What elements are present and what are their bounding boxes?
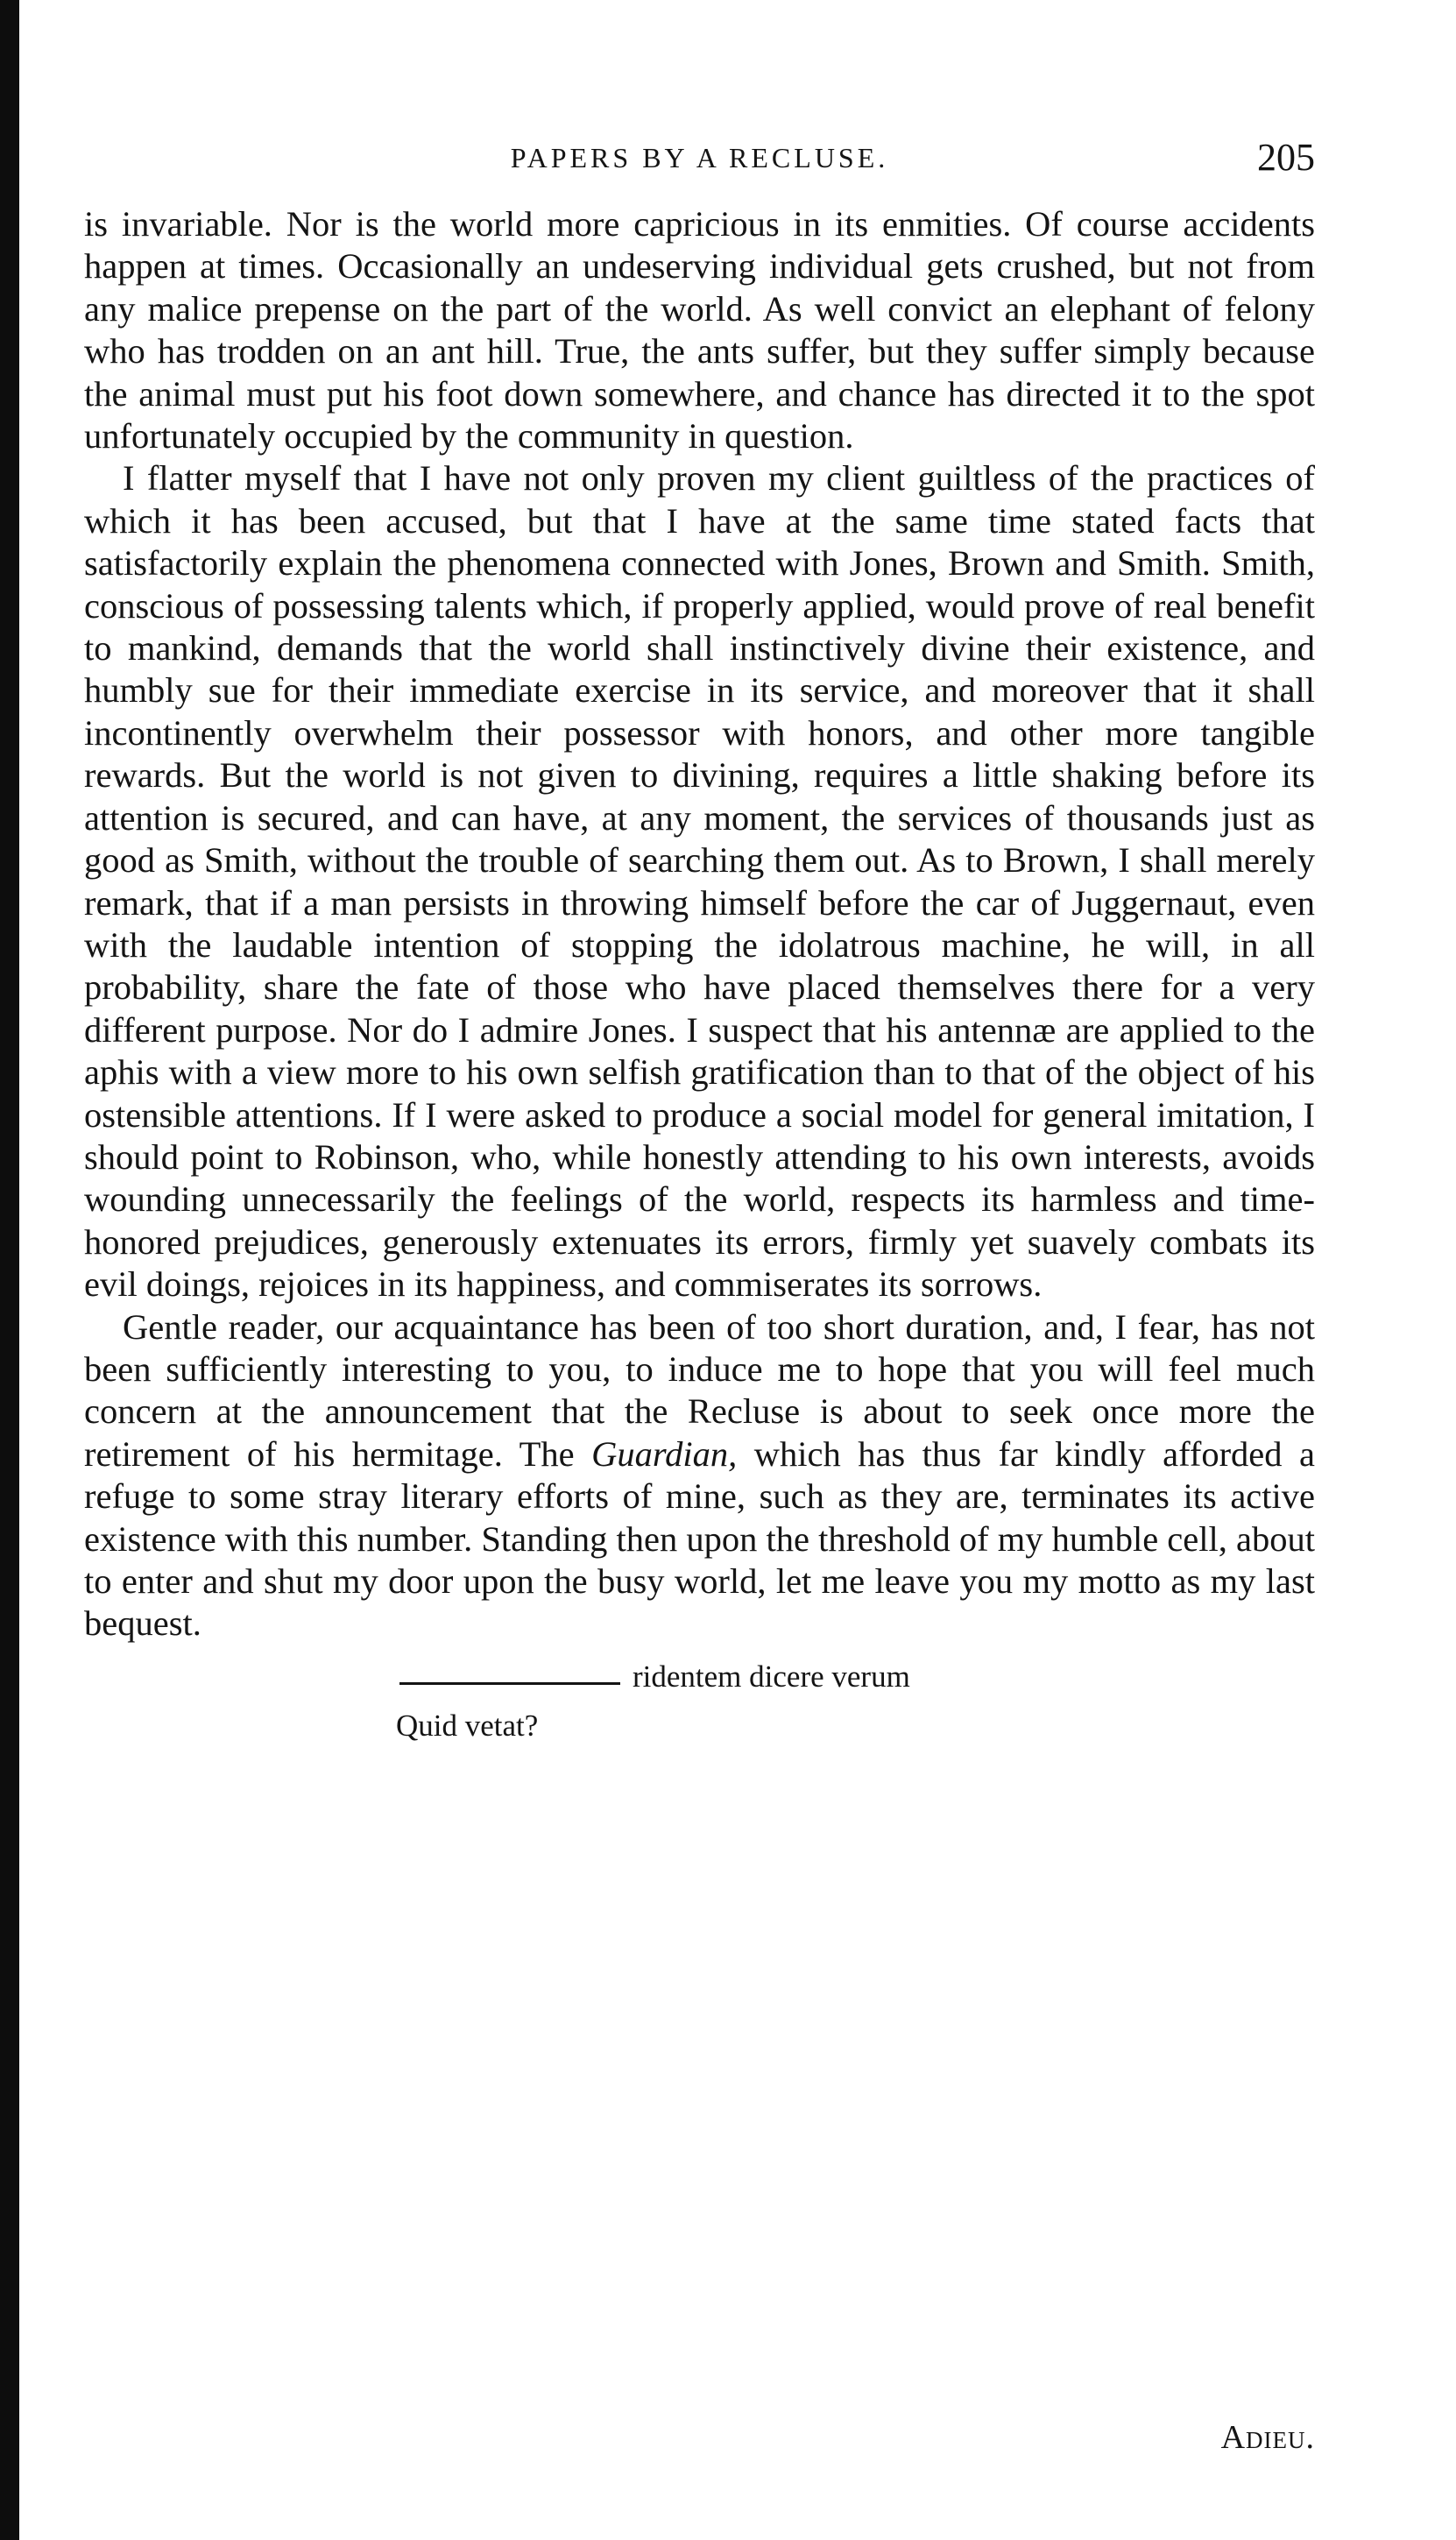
running-title: PAPERS BY A RECLUSE.	[510, 142, 889, 173]
page-number: 205	[1257, 136, 1315, 179]
page-edge-shadow	[0, 0, 19, 2540]
motto-dash-rule	[399, 1682, 620, 1685]
motto-quotation	[84, 1656, 1315, 1770]
paragraph-jones-brown-smith: I flatter myself that I have not only proven my client guiltless of the practices of which it has been accused, but that I have at the same time stated facts that satisfactorily explain the phenomena connected with Jones, Brown and Smith. Smith, conscious of possessing talents which, if properly applied, would prove of real benefit to mankind, demands that the world shall instinctively divine their existence, and humbly sue for their immediate exercise in its service, and moreover that it shall incontinently overwhelm their possessor with honors, and other more tangible rewards. But the world is not given to divining, requires a little shaking before its attention is secured, and can have, at any moment, the services of thousands just as good as Smith, without the trouble of searching them out. As to Brown, I shall merely remark, that if a man persists in throwing himself before the car of Juggernaut, even with the laudable intention of stopping the idolatrous machine, he will, in all probability, share the fate of those who have placed themselves there for a very different purpose. Nor do I admire Jones. I suspect that his antennæ are applied to the aphis with a view more to his own selfish gratification than to that of the object of his ostensible attentions. If I were asked to produce a social model for general imitation, I should point to Robinson, who, while honestly attending to his own interests, avoids wounding unnecessarily the feelings of the world, respects its harmless and time-honored prejudices, generously extenuates its errors, firmly yet suavely combats its evil doings, rejoices in its happiness, and commiserates its sorrows.	[84, 458, 1315, 1305]
motto-line-1: ridentem dicere verum	[633, 1659, 910, 1694]
book-page	[84, 131, 1315, 1770]
running-head	[84, 131, 1315, 184]
paragraph-continuation: is invariable. Nor is the world more capricious in its enmities. Of course accidents happen at times. Occasionally an undeserving individual gets crushed, but not from any malice prepense on the part of the world. As well convict an elephant of felony who has trodden on an ant hill. True, the ants suffer, but they suffer simply because the animal must put his foot down somewhere, and chance has directed it to the spot unfortunately occupied by the community in question.	[84, 204, 1315, 456]
farewell-text-end: which has thus far kindly afforded a refuge to some stray literary efforts of mine, such as they are, terminates its active existence with this number. Standing then upon the threshold of my humble cell, about to enter and shut my door upon the busy world, let me leave you my motto as my last bequest.	[84, 1433, 1315, 1644]
body-text	[84, 203, 1315, 1645]
signoff: Adieu.	[1220, 2419, 1315, 2456]
paragraph-farewell	[84, 1306, 1315, 1645]
farewell-text-start: Gentle reader, our acquaintance has been of too short duration, and, I fear, has not been sufficiently interesting to you, to induce me to hope that you will feel much concern at the announcement that the Recluse is about to seek once more the retirement of his hermitage. The	[84, 1306, 1315, 1474]
motto-line-2: Quid vetat?	[396, 1708, 539, 1743]
guardian-title: Guardian,	[591, 1433, 738, 1474]
